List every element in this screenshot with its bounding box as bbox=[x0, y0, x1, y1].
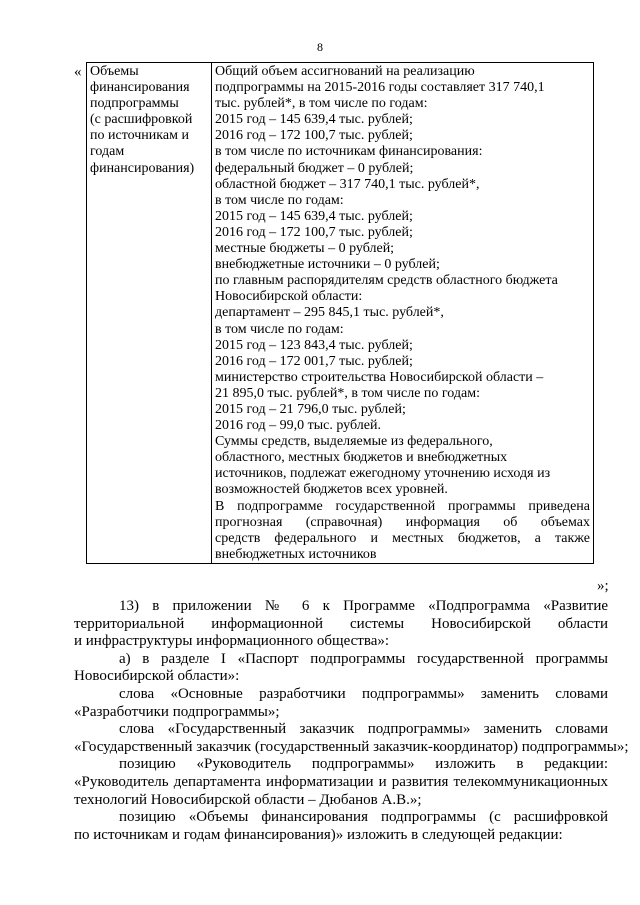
paragraph-line: позицию «Объемы финансирования подпрограммы (с расшифровкой bbox=[119, 809, 608, 826]
detail-line: 2015 год – 21 796,0 тыс. рублей; bbox=[215, 401, 406, 417]
detail-line: 2015 год – 145 639,4 тыс. рублей; bbox=[215, 112, 413, 128]
detail-line: в том числе по годам: bbox=[215, 192, 344, 208]
row-header-line: (с расшифровкой bbox=[90, 112, 193, 128]
row-header-line: годам bbox=[90, 144, 125, 160]
detail-line: Новосибирской области: bbox=[215, 289, 363, 305]
detail-line: министерство строительства Новосибирской области – bbox=[215, 369, 544, 385]
note-line: средств федерального и местных бюджетов, а также bbox=[215, 530, 590, 546]
detail-line: федеральный бюджет – 0 рублей; bbox=[215, 160, 414, 176]
paragraph-line: «Руководитель департамента информатизации и развития телекоммуникационных bbox=[74, 773, 608, 790]
paragraph-line: по источникам и годам финансирования)» изложить в следующей редакции: bbox=[74, 826, 563, 843]
paragraph-line: 13) в приложении № 6 к Программе «Подпрограмма «Развитие bbox=[119, 598, 608, 614]
detail-line: 2015 год – 123 843,4 тыс. рублей; bbox=[215, 337, 413, 353]
detail-line: подпрограммы на 2015-2016 годы составляет 317 740,1 bbox=[215, 80, 545, 96]
closing-quote: »; bbox=[597, 578, 609, 594]
detail-line: 2016 год – 172 100,7 тыс. рублей; bbox=[215, 224, 413, 240]
paragraph-line: позицию «Руководитель подпрограммы» изложить в редакции: bbox=[119, 756, 608, 773]
detail-line: возможностей бюджетов всех уровней. bbox=[215, 482, 448, 498]
financing-table bbox=[86, 62, 594, 564]
financing-details-cell bbox=[212, 63, 594, 564]
detail-line: по главным распорядителям средств областного бюджета bbox=[215, 273, 558, 289]
paragraph-line: слова «Государственный заказчик подпрограммы» заменить словами bbox=[119, 721, 608, 738]
row-header-cell bbox=[87, 63, 212, 564]
detail-line: 2016 год – 99,0 тыс. рублей. bbox=[215, 418, 381, 434]
detail-line: внебюджетные источники – 0 рублей; bbox=[215, 257, 440, 273]
detail-line: Суммы средств, выделяемые из федерального, bbox=[215, 434, 493, 450]
row-header-line: Объемы bbox=[90, 64, 139, 79]
row-header-line: подпрограммы bbox=[90, 96, 179, 112]
note-line: В подпрограмме государственной программы приведена bbox=[215, 498, 590, 514]
detail-line: Общий объем ассигнований на реализацию bbox=[215, 64, 475, 79]
paragraph-line: территориальной информационной системы Новосибирской области bbox=[74, 615, 608, 632]
paragraph-line: и инфраструктуры информационного общества»: bbox=[74, 633, 390, 650]
detail-line: тыс. рублей*, в том числе по годам: bbox=[215, 96, 428, 112]
detail-line: 2016 год – 172 100,7 тыс. рублей; bbox=[215, 128, 413, 144]
paragraph-line: «Разработчики подпрограммы»; bbox=[74, 703, 280, 720]
amendment-text bbox=[74, 598, 629, 844]
paragraph-line: «Государственный заказчик (государственный заказчик-координатор) подпрограммы»; bbox=[74, 738, 629, 755]
detail-line: местные бюджеты – 0 рублей; bbox=[215, 241, 395, 257]
paragraph-line: Новосибирской области»: bbox=[74, 668, 240, 685]
detail-line: источников, подлежат ежегодному уточнению исходя из bbox=[215, 466, 551, 482]
detail-line: областной бюджет – 317 740,1 тыс. рублей*, bbox=[215, 176, 480, 192]
table-row bbox=[87, 63, 594, 564]
page-number: 8 bbox=[317, 40, 323, 54]
detail-line: департамент – 295 845,1 тыс. рублей*, bbox=[215, 305, 444, 321]
opening-quote: « bbox=[74, 64, 82, 80]
detail-line: 2016 год – 172 001,7 тыс. рублей; bbox=[215, 353, 413, 369]
note-line: прогнозная (справочная) информация об объемах bbox=[215, 514, 590, 530]
detail-line: 21 895,0 тыс. рублей*, в том числе по годам: bbox=[215, 385, 480, 401]
detail-line: в том числе по годам: bbox=[215, 321, 344, 337]
detail-line: в том числе по источникам финансирования: bbox=[215, 144, 483, 160]
paragraph-line: технологий Новосибирской области – Дюбанов А.В.»; bbox=[74, 791, 422, 808]
detail-line: областного, местных бюджетов и внебюджетных bbox=[215, 450, 508, 466]
note-line: внебюджетных источников bbox=[215, 546, 377, 562]
paragraph-line: слова «Основные разработчики подпрограммы» заменить словами bbox=[119, 685, 608, 702]
row-header-line: финансирования) bbox=[90, 160, 195, 176]
paragraph-line: а) в разделе I «Паспорт подпрограммы государственной программы bbox=[119, 650, 608, 667]
row-header-line: по источникам и bbox=[90, 128, 189, 144]
detail-line: 2015 год – 145 639,4 тыс. рублей; bbox=[215, 208, 413, 224]
row-header-line: финансирования bbox=[90, 80, 190, 96]
